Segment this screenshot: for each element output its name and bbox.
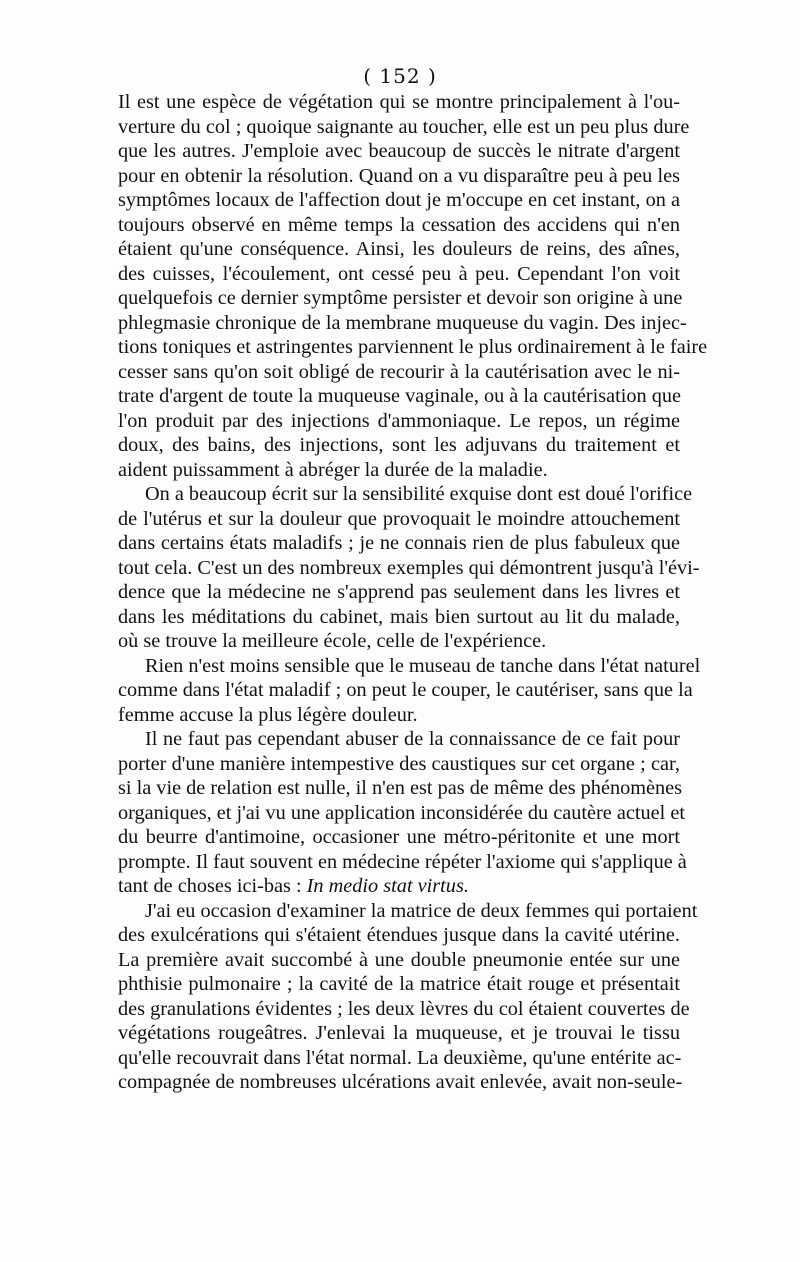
text-line: On a beaucoup écrit sur la sensibilité exquise dont est doué l'orifice: [145, 483, 693, 505]
paragraph-1: [118, 90, 708, 482]
text-line: La première avait succombé à une double pneumonie entée sur une: [118, 948, 680, 971]
text-line: femme accuse la plus légère douleur.: [118, 703, 418, 726]
text-line: dans les méditations du cabinet, mais bien surtout au lit du malade,: [118, 605, 680, 628]
text-line: comme dans l'état maladif ; on peut le couper, le cautériser, sans que la: [118, 679, 693, 701]
text-line: verture du col ; quoique saignante au toucher, elle est un peu plus dure: [118, 115, 690, 138]
text-line: où se trouve la meilleure école, celle de l'expérience.: [118, 630, 547, 652]
text-line: compagnée de nombreuses ulcérations avait enlevée, avait non-seule-: [118, 1071, 683, 1093]
text-line: phthisie pulmonaire ; la cavité de la matrice était rouge et présentait: [118, 973, 680, 995]
text-line: porter d'une manière intempestive des caustiques sur cet organe ; car,: [118, 752, 680, 775]
paragraph-4: [118, 727, 687, 899]
text-line: trate d'argent de toute la muqueuse vaginale, ou à la cautérisation que: [118, 385, 682, 407]
text-line: dence que la médecine ne s'apprend pas seulement dans les livres et: [118, 581, 680, 603]
text-line: toujours observé en même temps la cessation des accidens qui n'en: [118, 213, 680, 236]
paragraph-5: [118, 899, 698, 1095]
text-line: J'ai eu occasion d'examiner la matrice de deux femmes qui portaient: [145, 899, 698, 922]
text-line: symptômes locaux de l'affection dout je m'occupe en cet instant, on a: [118, 189, 680, 211]
text-line: organiques, et j'ai vu une application inconsidérée du cautère actuel et: [118, 801, 685, 824]
text-line: Rien n'est moins sensible que le museau de tanche dans l'état naturel: [145, 654, 701, 677]
text-line: tout cela. C'est un des nombreux exemples qui démontrent jusqu'à l'évi-: [118, 556, 700, 579]
text-line: l'on produit par des injections d'ammoniaque. Le repos, un régime: [118, 409, 680, 432]
body-text: [118, 90, 708, 1095]
text-line: des granulations évidentes ; les deux lèvres du col étaient couvertes de: [118, 997, 690, 1020]
text-line: que les autres. J'emploie avec beaucoup de succès le nitrate d'argent: [118, 140, 680, 162]
text-line: qu'elle recouvrait dans l'état normal. La deuxième, qu'une entérite ac-: [118, 1046, 682, 1069]
text-line: du beurre d'antimoine, occasioner une métro-péritonite et une mort: [118, 826, 680, 848]
text-line: phlegmasie chronique de la membrane muqueuse du vagin. Des injec-: [118, 311, 687, 334]
text-line: pour en obtenir la résolution. Quand on a vu disparaître peu à peu les: [118, 164, 680, 187]
italic-motto: In medio stat virtus.: [306, 875, 469, 897]
text-line: prompte. Il faut souvent en médecine répéter l'axiome qui s'applique à: [118, 850, 687, 873]
paragraph-3: [118, 654, 701, 728]
text-line-with-italic: [118, 874, 680, 899]
text-line: Il est une espèce de végétation qui se montre principalement à l'ou-: [118, 91, 680, 113]
text-line: des cuisses, l'écoulement, ont cessé peu à peu. Cependant l'on voit: [118, 262, 680, 285]
paragraph-2: [118, 482, 700, 654]
text-fragment: tant de choses ici-bas :: [118, 875, 307, 897]
text-line: si la vie de relation est nulle, il n'en est pas de même des phénomènes: [118, 777, 683, 799]
text-line: cesser sans qu'on soit obligé de recourir à la cautérisation avec le ni-: [118, 360, 680, 383]
text-line: quelquefois ce dernier symptôme persister et devoir son origine à une: [118, 287, 683, 309]
text-line: doux, des bains, des injections, sont les adjuvans du traitement et: [118, 434, 680, 456]
page-number: ( 152 ): [363, 64, 437, 88]
text-line: végétations rougeâtres. J'enlevai la muqueuse, et je trouvai le tissu: [118, 1022, 680, 1044]
text-line: aident puissamment à abréger la durée de la maladie.: [118, 458, 548, 481]
text-line: des exulcérations qui s'étaient étendues jusque dans la cavité utérine.: [118, 924, 680, 946]
text-line: tions toniques et astringentes parviennent le plus ordinairement à le faire: [118, 336, 708, 358]
text-line: Il ne faut pas cependant abuser de la connaissance de ce fait pour: [145, 728, 680, 750]
text-line: dans certains états maladifs ; je ne connais rien de plus fabuleux que: [118, 532, 680, 554]
text-line: de l'utérus et sur la douleur que provoquait le moindre attouchement: [118, 507, 680, 530]
text-line: étaient qu'une conséquence. Ainsi, les douleurs de reins, des aînes,: [118, 238, 680, 260]
